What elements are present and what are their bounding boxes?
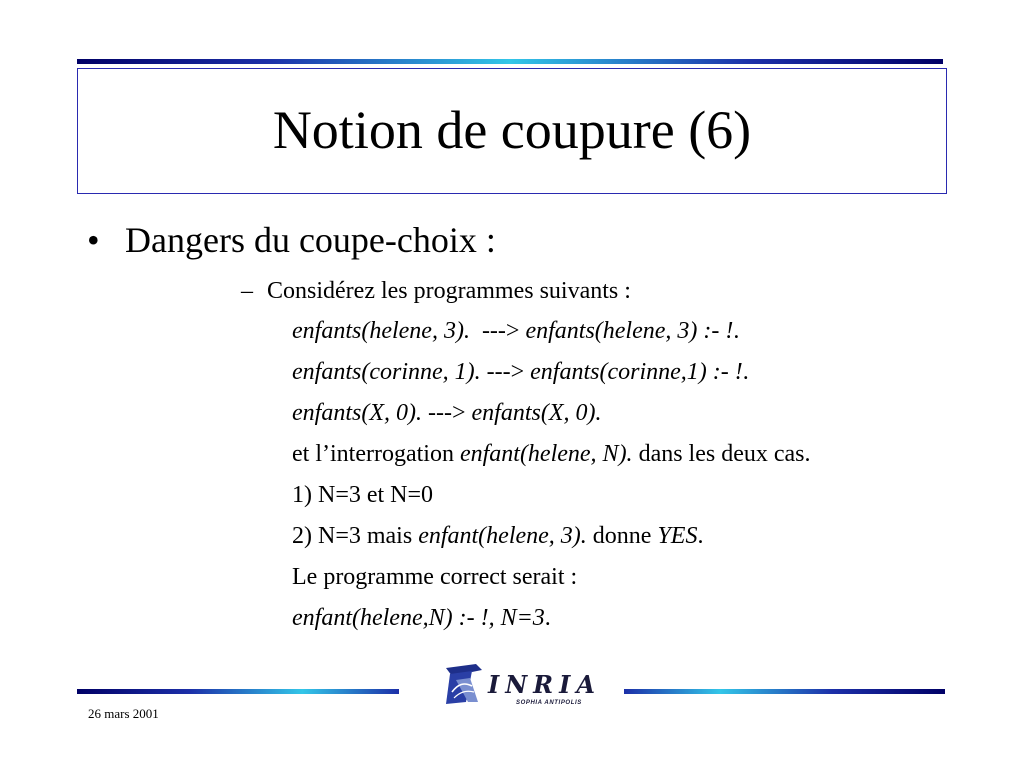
footer-date: 26 mars 2001 — [88, 706, 159, 721]
bullet-marker: • — [87, 220, 100, 260]
footer-rule-right — [624, 689, 945, 694]
title-box — [77, 68, 947, 194]
italic-segment: enfants(helene, 3). — [292, 318, 470, 344]
text-segment: 2) N=3 mais — [292, 523, 419, 549]
footer-rule-left — [77, 689, 399, 694]
code-line — [292, 480, 811, 521]
code-lines — [292, 316, 811, 644]
italic-segment: enfants(X, 0). — [292, 400, 422, 426]
logo-subtitle: SOPHIA ANTIPOLIS — [516, 700, 582, 706]
text-segment: ---> — [421, 400, 472, 426]
sub-bullet-item — [241, 276, 631, 306]
italic-segment: YES — [657, 523, 698, 549]
text-segment: 1) N=3 et N=0 — [292, 482, 434, 508]
code-line — [292, 603, 811, 644]
text-segment: dans les deux cas. — [632, 441, 811, 467]
italic-segment: enfants(corinne,1) :- ! — [530, 359, 743, 385]
sub-bullet-marker: – — [241, 278, 253, 304]
code-line — [292, 357, 811, 398]
bullet-text: Dangers du coupe-choix : — [125, 220, 496, 260]
italic-segment: enfant(helene, N). — [459, 441, 633, 467]
text-segment: et l’interrogation — [292, 441, 460, 467]
text-segment: . — [544, 605, 551, 631]
code-line — [292, 439, 811, 480]
italic-segment: enfants(corinne, 1). — [292, 359, 481, 385]
logo-text: INRIA — [488, 670, 601, 699]
sub-bullet-text: Considérez les programmes suivants : — [267, 278, 631, 304]
italic-segment: enfants(X, 0). — [471, 400, 602, 426]
text-segment: . — [697, 523, 704, 549]
bullet-item — [87, 218, 496, 262]
code-line — [292, 562, 811, 603]
slide-title: Notion de coupure (6) — [272, 100, 752, 160]
italic-segment: enfant(helene, 3). — [418, 523, 587, 549]
code-line — [292, 521, 811, 562]
text-segment: ---> — [480, 359, 531, 385]
inria-logo — [440, 660, 600, 710]
inria-emblem-icon — [442, 662, 486, 706]
text-segment: . — [733, 318, 740, 344]
code-line — [292, 316, 811, 357]
header-rule — [77, 59, 943, 64]
italic-segment: enfants(helene, 3) :- ! — [525, 318, 734, 344]
text-segment: . — [742, 359, 749, 385]
text-segment: donne — [586, 523, 658, 549]
italic-segment: enfant(helene,N) :- !, N=3 — [292, 605, 545, 631]
text-segment: Le programme correct serait : — [292, 564, 578, 590]
code-line — [292, 398, 811, 439]
text-segment: ---> — [469, 318, 526, 344]
